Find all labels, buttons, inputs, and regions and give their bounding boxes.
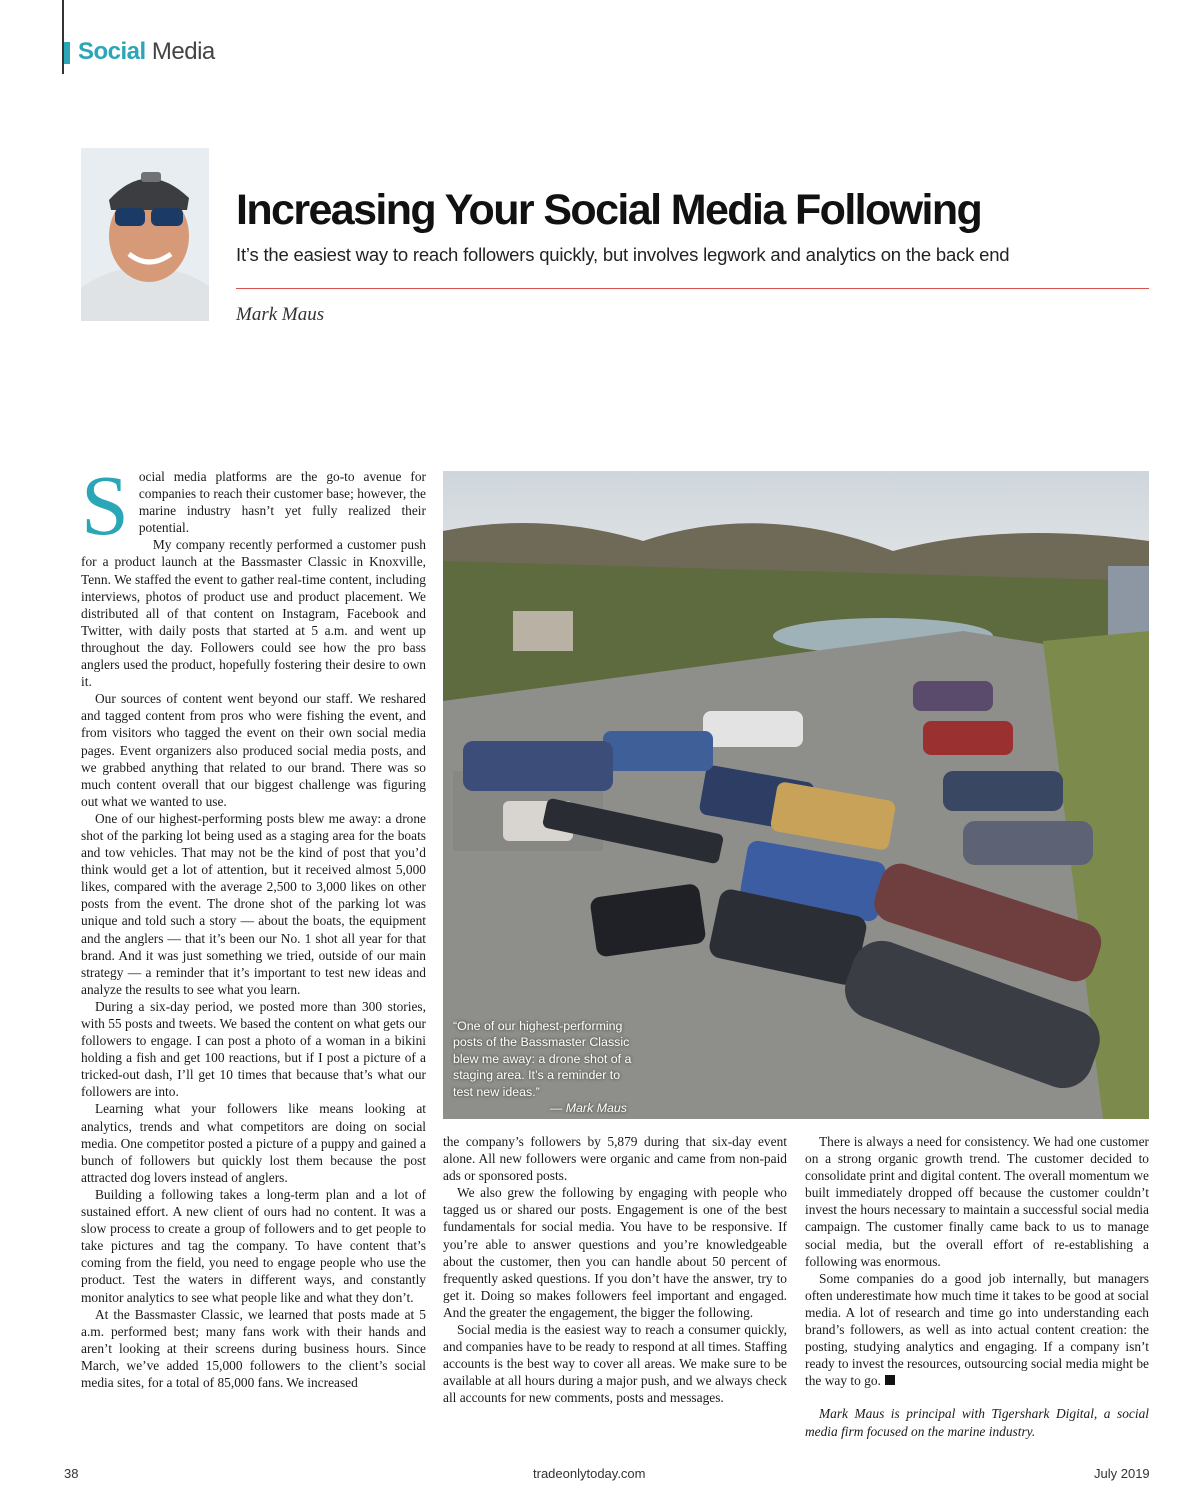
article-title: Increasing Your Social Media Following: [236, 186, 982, 234]
caption-credit: — Mark Maus: [549, 1101, 627, 1116]
author-photo: [81, 148, 209, 321]
page-number: 38: [64, 1466, 79, 1481]
footer-site: tradeonlytoday.com: [533, 1466, 646, 1481]
paragraph: Social media is the easiest way to reach a consumer quickly, and companies have to be ready to respond at all times. Staffing accounts is the best way to cover all areas. We make sure to be available at all hours during a major push, and we always check all accounts for new comments, posts and messages.: [443, 1322, 787, 1406]
paragraph: Social media platforms are the go-to avenue for companies to reach their customer base; however, the marine industry hasn’t yet fully realized their potential.: [81, 457, 426, 553]
paragraph: At the Bassmaster Classic, we learned that posts made at 5 a.m. performed best; many fans work with their hands and aren’t looking at their screens during business hours. Since March, we’ve added 15,000 followers to the client’s social media sites, for a total of 85,000 fans. We increased: [81, 1306, 426, 1390]
paragraph: Some companies do a good job internally, but managers often underestimate how much time it takes to be good at social media. A lot of research and time go into understanding each brand’s followers, as well as into actual content creation: the posting, studying analytics and engaging. If a company isn’t ready to invest the resources, outsourcing social media might be the way to go.: [805, 1270, 1149, 1389]
paragraph: My company recently performed a customer push for a product launch at the Bassmaster Classic in Knoxville, Tenn. We staffed the event to gather real-time content, including interviews, photos of product use and product placement. We distributed all of that content on Instagram, Facebook and Twitter, with daily posts that started at 5 a.m. and went up throughout the day. Followers could see how the pro bass anglers used the product, hopefully fostering their desire to own it.: [81, 537, 426, 690]
body-column-3: [805, 1133, 1149, 1440]
paragraph: Our sources of content went beyond our staff. We reshared and tagged content from pros who were fishing the event, and from visitors who tagged the event on their own social media pages. Event organizers also produced social media posts, and we grabbed anything that related to our brand. There was so much content overall that our biggest challenge was figuring out what we wanted to use.: [81, 691, 426, 809]
section-label: [78, 38, 215, 66]
body-column-1: [81, 457, 426, 1391]
section-label-primary: Social: [78, 38, 146, 65]
paragraph: the company’s followers by 5,879 during that six-day event alone. All new followers were organic and came from non-paid ads or sponsored posts.: [443, 1134, 787, 1184]
byline: Mark Maus: [236, 304, 325, 325]
paragraph: One of our highest-performing posts blew me away: a drone shot of the parking lot being used as a staging area for the boats and tow vehicles. That may not be the kind of post that you’d think would get a lot of attention, but it received almost 5,000 likes, compared with the average 2,500 to 3,000 likes on other posts from the event. The drone shot of the parking lot was unique and told such a story — about the boats, the equipment and the anglers — that it’s been our No. 1 shot all year for that brand. And it was just something we tried, outside of our main strategy — a reminder that it’s important to test new ideas and analyze the results to see what you learn.: [81, 810, 426, 997]
section-accent-bar: [64, 42, 70, 64]
paragraph: Learning what your followers like means looking at analytics, trends and what competitors are doing on social media. One competitor posted a picture of a puppy and gained a bunch of followers but quickly lost them because the post attracted dog lovers instead of anglers.: [81, 1101, 426, 1185]
caption-quote: “One of our highest-performing posts of the Bassmaster Classic blew me away: a drone shot of a staging area. It’s a reminder to test new ideas.”: [453, 1019, 632, 1099]
paragraph: Building a following takes a long-term plan and a lot of sustained effort. A new client of ours had no content. It was a slow process to create a group of followers and to get people to take pictures and tag the company. To have content that’s coming from the field, you need to engage people who use the product. Test the waters in different ways, and constantly monitor analytics to see what people like and what they don’t.: [81, 1186, 426, 1305]
paragraph: There is always a need for consistency. We had one customer on a strong organic growth trend. The customer decided to consolidate print and digital content. The overall momentum we built immediately dropped off because the customer couldn’t invest the hours necessary to maintain a successful social media campaign. The customer finally came back to us to manage social media, but the overall effort of re-establishing a following was enormous.: [805, 1134, 1149, 1269]
square-end-mark-icon: [885, 1375, 895, 1385]
footer-date: July 2019: [1094, 1466, 1150, 1481]
section-label-secondary: Media: [151, 38, 215, 65]
drop-cap: S: [81, 457, 129, 553]
author-bio: Mark Maus is principal with Tigershark Digital, a social media firm focused on the marine industry.: [805, 1406, 1149, 1439]
paragraph: During a six-day period, we posted more than 300 stories, with 55 posts and tweets. We based the content on what gets our followers to engage. I can post a photo of a woman in a bikini holding a fish and get 100 reactions, but if I post a picture of a tricked-out dash, I’ll get 10 times that because that’s what our followers are into.: [81, 998, 426, 1100]
body-column-2: [443, 1133, 787, 1407]
article-subtitle: It’s the easiest way to reach followers quickly, but involves legwork and analytics on the back end: [236, 244, 1010, 265]
paragraph: We also grew the following by engaging with people who tagged us or shared our posts. Engagement is one of the best fundamentals for social media. You have to be responsive. If you’re able to answer questions and you’re knowledgeable about the customer, then you can handle about 50 percent of frequently asked questions. If you don’t have the answer, try to get it. Doing so makes followers feel important and engaged. And the greater the engagement, the bigger the following.: [443, 1185, 787, 1320]
title-divider: [236, 288, 1149, 289]
photo-caption: [453, 1018, 643, 1116]
